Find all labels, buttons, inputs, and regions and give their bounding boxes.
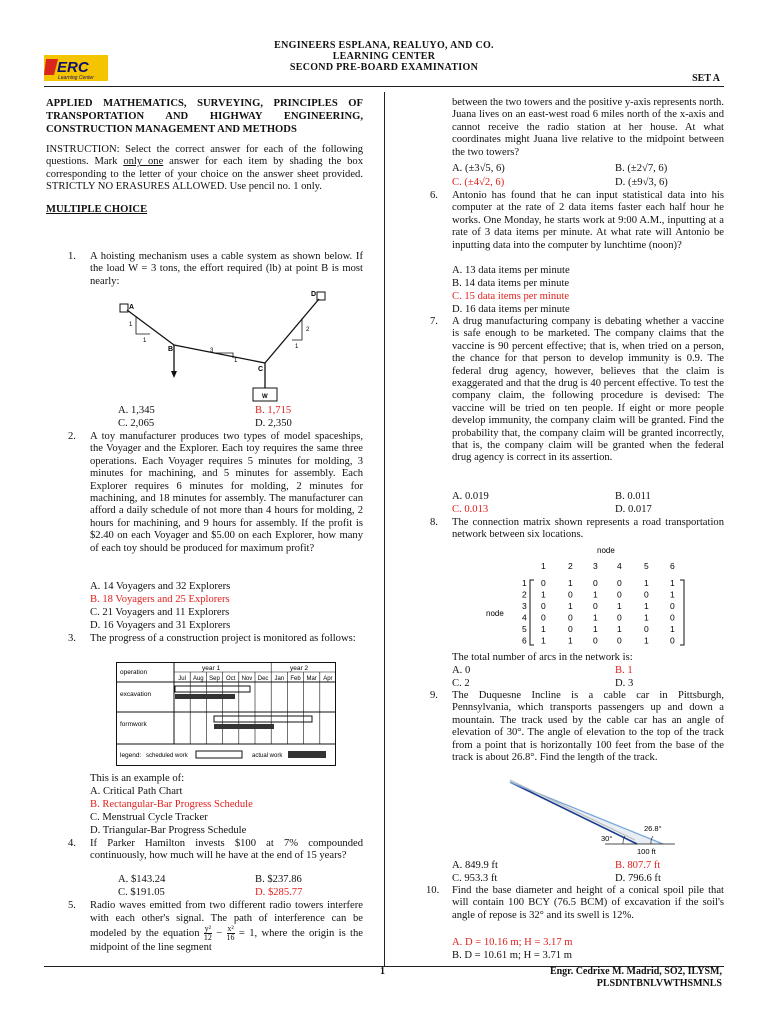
matrix-cell: 1 [593, 624, 598, 634]
svg-text:2: 2 [306, 327, 310, 333]
q9-option-a: A. 849.9 ft [452, 860, 498, 871]
connection-matrix [482, 544, 692, 648]
matrix-cell: 1 [541, 635, 546, 646]
mc-heading: MULTIPLE CHOICE [46, 203, 148, 215]
matrix-col-header: 4 [617, 561, 622, 571]
q2-option-a: A. 14 Voyagers and 32 Explorers [90, 581, 231, 592]
matrix-cell: 1 [568, 578, 573, 588]
month-label: Sep [209, 676, 220, 682]
q7-option-a: A. 0.019 [452, 491, 489, 502]
svg-text:1: 1 [143, 338, 147, 344]
q9-option-c: C. 953.3 ft [452, 873, 498, 884]
logo-text: ERC [57, 59, 89, 76]
column-divider [384, 92, 385, 967]
incline-figure [505, 778, 685, 858]
matrix-col-header: 1 [541, 561, 546, 571]
matrix-cell: 1 [593, 589, 598, 600]
svg-text:30°: 30° [601, 834, 613, 843]
matrix-row-header: 5 [522, 624, 527, 634]
svg-text:node: node [486, 609, 504, 618]
q3-lead: This is an example of: [90, 773, 185, 784]
matrix-cell: 1 [644, 635, 649, 646]
matrix-cell: 0 [541, 578, 546, 588]
question-8-text: The connection matrix shown represents a road transportation network between six locations. [452, 517, 724, 541]
q6-option-a: A. 13 data items per minute [452, 265, 570, 276]
month-label: Mar [306, 676, 317, 682]
matrix-cell: 0 [617, 578, 622, 588]
svg-text:26.8°: 26.8° [644, 824, 662, 833]
matrix-cell: 0 [593, 635, 598, 646]
q3-option-d: D. Triangular-Bar Progress Schedule [90, 825, 247, 836]
question-6-text: Antonio has found that he can input statistical data into his computer at the rate of 2 data items faster each half hour he works. One Monday, he starts work at 9:00 A.M., inputting at a rate of 3 data items per minute. At what rate will Antonio be inputting data into the computer by lunchtime (noon)? [452, 190, 724, 251]
question-1-text: A hoisting mechanism uses a cable system as shown below. If the load W = 3 tons, the effort required (lb) at point B is most nearly: [90, 251, 363, 287]
svg-text:actual work: actual work [252, 753, 283, 759]
matrix-cell: 0 [670, 601, 675, 611]
section-title: APPLIED MATHEMATICS, SURVEYING, PRINCIPLES OF TRANSPORTATION AND HIGHWAY ENGINEERING, CONSTRUCTION MANAGEMENT AND METHODS [46, 98, 363, 135]
matrix-cell: 1 [541, 589, 546, 600]
set-label: SET A [692, 73, 720, 84]
q3-option-c: C. Menstrual Cycle Tracker [90, 812, 208, 823]
q8-option-b: B. 1 [615, 665, 633, 676]
month-label: Dec [257, 676, 269, 682]
erc-logo [44, 55, 108, 81]
progress-schedule-table [116, 662, 336, 766]
month-label: Nov [241, 676, 253, 682]
month-label: Aug [192, 676, 204, 682]
q6-option-c: C. 15 data items per minute [452, 291, 570, 302]
q1-option-a: A. 1,345 [118, 405, 155, 416]
matrix-cell: 0 [617, 589, 622, 600]
matrix-cell: 0 [568, 589, 573, 600]
q3-option-b: B. Rectangular-Bar Progress Schedule [90, 799, 253, 810]
matrix-row-header: 2 [522, 589, 527, 600]
header-center: LEARNING CENTER [332, 51, 436, 62]
matrix-cell: 1 [568, 635, 573, 646]
q3-option-a: A. Critical Path Chart [90, 786, 183, 797]
logo-subtext: Learning Center [58, 75, 94, 81]
svg-text:D: D [311, 291, 317, 298]
month-label: Feb [290, 676, 301, 682]
matrix-row-header: 6 [522, 635, 527, 646]
q2-option-b: B. 18 Voyagers and 25 Explorers [90, 594, 230, 605]
q4-option-c: C. $191.05 [118, 887, 165, 898]
svg-text:formwork: formwork [120, 721, 147, 728]
question-10-text: Find the base diameter and height of a conical spoil pile that will contain 100 BCY (76.5 BCM) of excavation if the soil's angle of repose is 32° and its swell is 12%. [452, 885, 724, 921]
instruction: INSTRUCTION: Select the correct answer for each of the following questions. Mark only one answer for each item by shading the box corresponding to the letter of your choice on the answer sheet provided. STRICTLY NO ERASURES ALLOWED. Use pencil no. 1 only. [46, 144, 364, 193]
matrix-cell: 0 [593, 578, 598, 588]
matrix-cell: 0 [670, 612, 675, 623]
svg-text:operation: operation [120, 669, 148, 676]
svg-text:scheduled work: scheduled work [146, 753, 188, 759]
q1-option-d: D. 2,350 [255, 418, 292, 429]
q7-option-b: B. 0.011 [615, 491, 651, 502]
svg-text:W: W [262, 394, 268, 400]
svg-text:3: 3 [210, 348, 214, 354]
svg-text:node: node [597, 546, 615, 555]
author-credentials: PLSDNTBNLVWTHSMNLS [596, 978, 722, 989]
matrix-cell: 0 [593, 601, 598, 611]
svg-text:C: C [258, 366, 264, 373]
question-2-text: A toy manufacturer produces two types of model spaceships, the Voyager and the Explorer. Each toy requires the same three operations. Each Voyager requires 5 minutes for molding, 3 minutes for machining, and 5 minutes for assembly. Each Explorer requires 6 minutes for molding, 2 minutes for machining, and 18 minutes for assembly. The manufacturer can afford a daily schedule of not more than 4 hours for molding, 2 hours for machining, and 9 hours for assembly. If the profit is $2.40 on each Voyager and $5.00 on each Explorer, how many of each toy should be produced for maximum profit? [90, 431, 363, 554]
month-label: Jul [178, 676, 186, 682]
header-rule [44, 86, 724, 87]
q10-option-b: B. D = 10.61 m; H = 3.71 m [452, 950, 572, 961]
matrix-cell: 0 [644, 624, 649, 634]
q6-option-d: D. 16 data items per minute [452, 304, 570, 315]
q7-option-d: D. 0.017 [615, 504, 652, 515]
matrix-cell: 0 [617, 635, 622, 646]
svg-text:B: B [168, 346, 174, 353]
q6-option-b: B. 14 data items per minute [452, 278, 570, 289]
q8-option-a: A. 0 [452, 665, 471, 676]
matrix-cell: 1 [617, 601, 622, 611]
q9-option-b: B. 807.7 ft [615, 860, 661, 871]
header-company: ENGINEERS ESPLANA, REALUYO, AND CO. [274, 40, 494, 51]
q5-option-b: B. (±2√7, 6) [615, 163, 668, 174]
header-exam: SECOND PRE-BOARD EXAMINATION [289, 62, 479, 73]
svg-text:A: A [129, 304, 135, 311]
q5-option-d: D. (±9√3, 6) [615, 177, 668, 188]
matrix-cell: 1 [593, 612, 598, 623]
q8-option-d: D. 3 [615, 678, 634, 689]
q5-option-a: A. (±3√5, 6) [452, 163, 505, 174]
matrix-cell: 0 [568, 624, 573, 634]
q5-option-c: C. (±4√2, 6) [452, 177, 505, 188]
matrix-cell: 0 [670, 635, 675, 646]
svg-text:100 ft: 100 ft [637, 847, 656, 856]
cable-system-figure [110, 288, 340, 406]
matrix-cell: 0 [541, 601, 546, 611]
question-3-text: The progress of a construction project is monitored as follows: [90, 633, 356, 644]
matrix-cell: 0 [568, 612, 573, 623]
matrix-cell: 1 [670, 578, 675, 588]
matrix-col-header: 5 [644, 561, 649, 571]
matrix-cell: 1 [617, 624, 622, 634]
author: Engr. Cedrixe M. Madrid, SO2, ILYSM, [549, 966, 722, 977]
matrix-cell: 1 [541, 624, 546, 634]
q9-option-d: D. 796.6 ft [615, 873, 661, 884]
matrix-cell: 1 [644, 578, 649, 588]
month-label: Oct [226, 676, 236, 682]
svg-text:1: 1 [295, 344, 299, 350]
question-5-text: Radio waves emitted from two different radio towers interfere with each other's signal. The path of interference can be modeled by the equation $\frac{\text{y²}}{12}$ − $\frac{\text{x²}}{16}$ = 1, where the origin is the midpoint of the line segment [90, 900, 363, 954]
left-column [46, 97, 363, 216]
q8-lead: The total number of arcs in the network is: [452, 652, 633, 663]
matrix-cell: 1 [568, 601, 573, 611]
question-9-text: The Duquesne Incline is a cable car in Pittsburgh, Pennsylvania, which transports passengers up and down a mountain. The track used by the cable car has an angle of elevation of 30°. The angle of elevation to the top of the track from a point that is horizontally 100 feet from the base of the track is about 26.8°. Find the length of the track. [452, 690, 724, 764]
svg-text:excavation: excavation [120, 691, 152, 698]
q4-option-b: B. $237.86 [255, 874, 302, 885]
q2-option-d: D. 16 Voyagers and 31 Explorers [90, 620, 231, 631]
matrix-row-header: 1 [522, 578, 527, 588]
matrix-cell: 1 [644, 612, 649, 623]
svg-text:1: 1 [234, 358, 238, 364]
matrix-cell: 1 [670, 589, 675, 600]
svg-text:year 2: year 2 [290, 665, 309, 672]
svg-text:legend:: legend: [120, 752, 142, 759]
matrix-row-header: 4 [522, 612, 527, 623]
q2-option-c: C. 21 Voyagers and 11 Explorers [90, 607, 230, 618]
matrix-col-header: 3 [593, 561, 598, 571]
matrix-row-header: 3 [522, 601, 527, 611]
q8-option-c: C. 2 [452, 678, 470, 689]
q7-option-c: C. 0.013 [452, 504, 489, 515]
matrix-col-header: 6 [670, 561, 675, 571]
matrix-cell: 0 [644, 589, 649, 600]
matrix-cell: 0 [541, 612, 546, 623]
q4-option-a: A. $143.24 [118, 874, 166, 885]
month-label: Jan [274, 676, 285, 682]
matrix-col-header: 2 [568, 561, 573, 571]
svg-text:year 1: year 1 [202, 665, 221, 672]
month-label: Apr [323, 676, 333, 682]
question-4-text: If Parker Hamilton invests $100 at 7% compounded continuously, how much will he have at the end of 15 years? [90, 838, 363, 862]
matrix-cell: 1 [644, 601, 649, 611]
matrix-cell: 0 [617, 612, 622, 623]
q1-option-c: C. 2,065 [118, 418, 155, 429]
page-number: 1 [380, 966, 385, 977]
q4-option-d: D. $285.77 [255, 887, 303, 898]
svg-text:1: 1 [129, 322, 133, 328]
question-7-text: A drug manufacturing company is debating whether a vaccine is safe enough to be marketed. The company claims that the vaccine is 90 percent effective; that is, when tried on a person, the chance for that person to develop immunity is 0.9. The federal drug agency, however, believes that the claim is exaggerated and that the drug is 40 percent effective. To test the company claim, the following procedure is devised: The vaccine will be tried on ten people. If eight or more people develop immunity, the company claim will be granted. Find the probability that, the company claim will be granted incorrectly, that is, the company claim will be granted when the federal drug agency is correct in its assertion. [452, 316, 724, 464]
q10-option-a: A. D = 10.16 m; H = 3.17 m [452, 937, 573, 948]
matrix-cell: 1 [670, 624, 675, 634]
q1-option-b: B. 1,715 [255, 405, 292, 416]
